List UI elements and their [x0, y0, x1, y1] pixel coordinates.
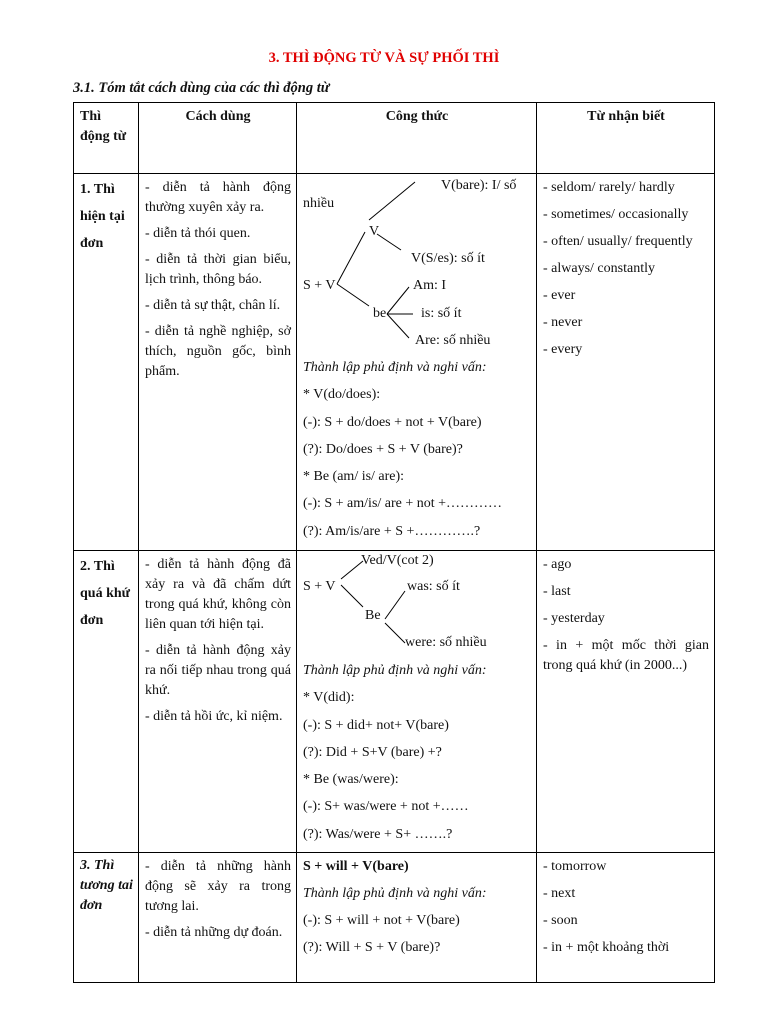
signs-cell: [537, 853, 715, 983]
is-label: is: số ít: [421, 306, 462, 321]
formula-cell: [297, 174, 537, 551]
sign-item: - often/ usually/ frequently: [543, 234, 693, 249]
v-bare-label: V(bare): I/ số: [441, 178, 517, 193]
usage-cell: [139, 551, 297, 853]
sign-item: - tomorrow: [543, 859, 607, 874]
formula-lines: [297, 657, 536, 848]
sign-item: - last: [543, 584, 571, 599]
sign-item: - every: [543, 342, 583, 357]
header-tense: Thì động từ: [74, 103, 139, 174]
past-simple-diagram: [297, 551, 536, 657]
sign-item: - sometimes/ occasionally: [543, 207, 689, 222]
was-label: was: số ít: [407, 579, 460, 594]
formula-line: Thành lập phủ định và nghi vấn:: [303, 360, 487, 375]
formula-line: (?): Do/does + S + V (bare)?: [303, 441, 463, 457]
formula-line: (?): Was/were + S+ …….?: [303, 826, 453, 842]
table-row: [74, 853, 715, 983]
sign-item: - in + một mốc thời gian trong quá khứ (in 2000...): [543, 638, 709, 673]
formula-line: (-): S + do/does + not + V(bare): [303, 414, 482, 430]
page-title: 3. THÌ ĐỘNG TỪ VÀ SỰ PHỐI THÌ: [268, 50, 500, 66]
formula-line: Thành lập phủ định và nghi vấn:: [303, 663, 487, 678]
sign-item: - ever: [543, 288, 576, 303]
formula-line: (-): S + did+ not+ V(bare): [303, 717, 449, 733]
header-usage: Cách dùng: [139, 103, 297, 174]
tense-name: 2. Thì quá khứ đơn: [74, 551, 139, 853]
tense-name: 1. Thì hiện tại đơn: [74, 174, 139, 551]
sign-item: - next: [543, 886, 576, 901]
sign-item: - in + một khoảng thời: [543, 940, 670, 955]
table-header-row: [74, 103, 715, 174]
table-row: [74, 551, 715, 853]
usage-item: - diễn tả hồi ức, kỉ niệm.: [145, 709, 283, 724]
usage-item: - diễn tả thói quen.: [145, 226, 251, 241]
present-simple-diagram: [297, 174, 536, 354]
v-ses-label: V(S/es): số ít: [411, 251, 485, 266]
v-node: V: [369, 224, 380, 239]
formula-line: (-): S + will + not + V(bare): [303, 913, 460, 928]
header-signs: Từ nhận biết: [537, 103, 715, 174]
sign-item: - yesterday: [543, 611, 605, 626]
formula-cell: [297, 551, 537, 853]
sign-item: - always/ constantly: [543, 261, 655, 276]
formula-line: (?): Am/is/are + S +………….?: [303, 523, 481, 539]
v-bare-label-cont: nhiều: [303, 196, 335, 211]
formula-line: (?): Did + S+V (bare) +?: [303, 744, 442, 760]
header-formula: Công thức: [297, 103, 537, 174]
be-node: be: [373, 306, 387, 321]
formula-line: (-): S+ was/were + not +……: [303, 799, 469, 815]
formula-cell: [297, 853, 537, 983]
usage-item: - diễn tả sự thật, chân lí.: [145, 298, 281, 313]
tense-name: 3. Thì tương tai đơn: [74, 853, 139, 983]
formula-line: (?): Will + S + V (bare)?: [303, 940, 441, 955]
tense-summary-table: [73, 102, 715, 983]
am-label: Am: I: [413, 278, 447, 293]
formula-line: * V(did):: [303, 690, 355, 706]
s-v-node: S + V: [303, 579, 336, 594]
usage-cell: [139, 853, 297, 983]
usage-cell: [139, 174, 297, 551]
formula-lines: [297, 853, 536, 961]
formula-line: * Be (am/ is/ are):: [303, 469, 405, 485]
usage-item: - diễn tả những hành động sẽ xảy ra trong tương lai.: [145, 859, 291, 914]
are-label: Are: số nhiều: [415, 333, 491, 348]
formula-main: S + will + V(bare): [303, 859, 409, 874]
signs-cell: [537, 551, 715, 853]
usage-item: - diễn tả hành động đã xảy ra và đã chấm dứt trong quá khứ, không còn liên quan tới hiện tại.: [145, 557, 291, 632]
formula-line: * Be (was/were):: [303, 772, 399, 788]
were-label: were: số nhiều: [405, 635, 487, 650]
ved-label: Ved/V(cot 2): [361, 553, 434, 568]
formula-line: Thành lập phủ định và nghi vấn:: [303, 886, 487, 901]
formula-line: * V(do/does):: [303, 387, 381, 403]
s-v-node: S + V: [303, 278, 336, 293]
sign-item: - soon: [543, 913, 578, 928]
usage-item: - diễn tả những dự đoán.: [145, 925, 283, 940]
table-row: [74, 174, 715, 551]
usage-item: - diễn tả thời gian biểu, lịch trình, thông báo.: [145, 252, 291, 287]
section-heading: 3.1. Tóm tắt cách dùng của các thì động từ: [73, 80, 330, 96]
signs-cell: [537, 174, 715, 551]
formula-lines: [297, 354, 536, 545]
sign-item: - seldom/ rarely/ hardly: [543, 180, 675, 195]
usage-item: - diễn tả hành động xảy ra nối tiếp nhau trong quá khứ.: [145, 643, 291, 698]
formula-line: (-): S + am/is/ are + not +…………: [303, 496, 503, 512]
sign-item: - never: [543, 315, 583, 330]
usage-item: - diễn tả nghề nghiệp, sở thích, nguồn gốc, bình phẩm.: [145, 324, 291, 379]
be-node: Be: [365, 608, 381, 623]
usage-item: - diễn tả hành động thường xuyên xảy ra.: [145, 180, 291, 215]
sign-item: - ago: [543, 557, 572, 572]
